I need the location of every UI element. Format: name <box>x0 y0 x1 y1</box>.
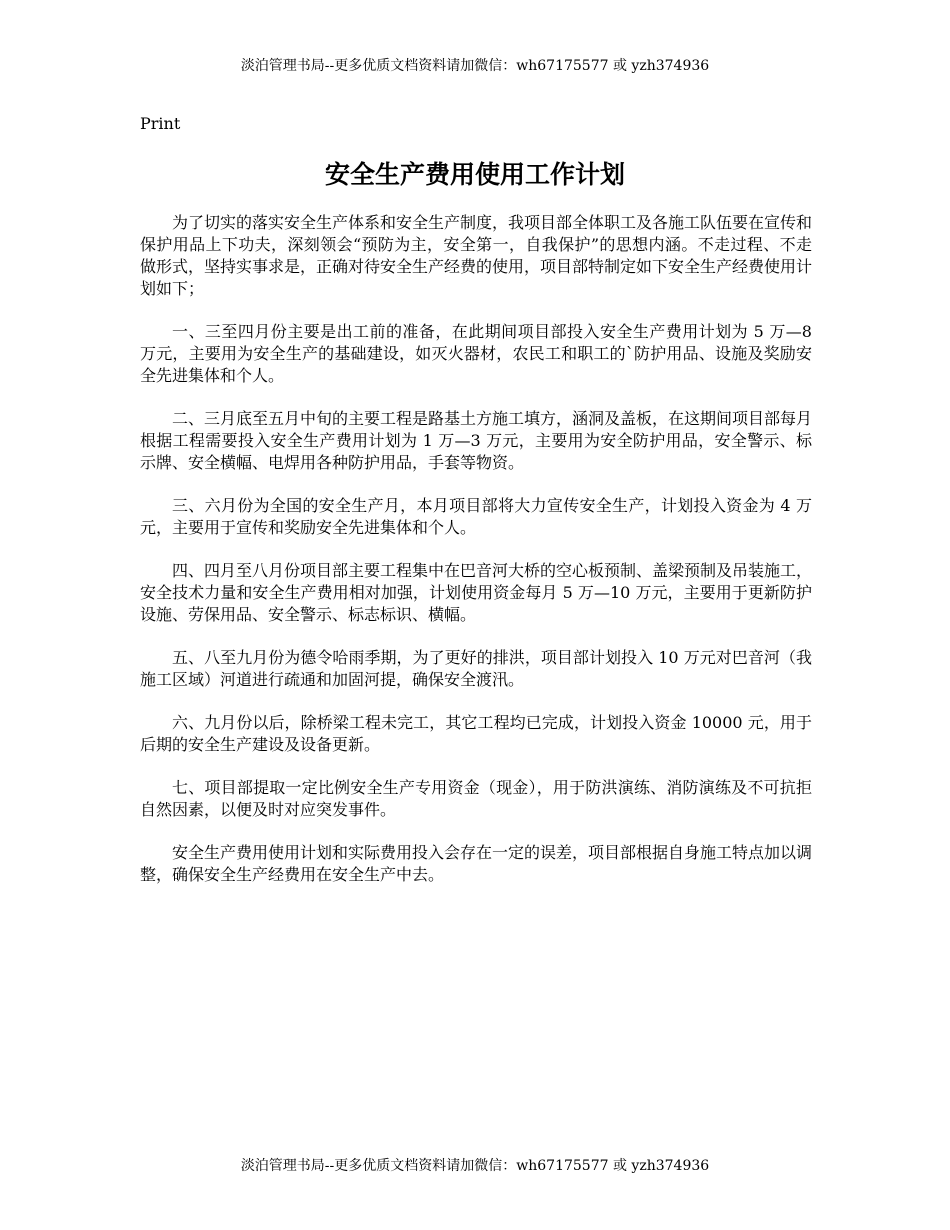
document-title: 安全生产费用使用工作计划 <box>324 160 625 189</box>
paragraph-item-7: 七、项目部提取一定比例安全生产专用资金（现金），用于防洪演练、消防演练及不可抗拒自然因素，以便及时对应突发事件。 <box>140 778 812 819</box>
paragraph-item-3: 三、六月份为全国的安全生产月，本月项目部将大力宣传安全生产，计划投入资金为 4 万元，主要用于宣传和奖励安全先进集体和个人。 <box>140 496 812 537</box>
print-label: Print <box>140 114 181 133</box>
paragraph-intro: 为了切实的落实安全生产体系和安全生产制度，我项目部全体职工及各施工队伍要在宣传和保护用品上下功夫，深刻领会“预防为主，安全第一，自我保护”的思想内涵。不走过程、不走做形式，坚持实事求是，正确对待安全生产经费的使用，项目部特制定如下安全生产经费使用计划如下； <box>140 213 813 298</box>
paragraph-item-4: 四、四月至八月份项目部主要工程集中在巴音河大桥的空心板预制、盖梁预制及吊装施工，安全技术力量和安全生产费用相对加强，计划使用资金每月 5 万—10 万元，主要用于更新防护设施、劳保用品、安全警示、标志标识、横幅。 <box>140 561 813 624</box>
paragraph-item-5: 五、八至九月份为德令哈雨季期，为了更好的排洪，项目部计划投入 10 万元对巴音河（我施工区域）河道进行疏通和加固河提，确保安全渡汛。 <box>140 648 812 689</box>
document-body <box>140 212 812 907</box>
page-header-note: 淡泊管理书局--更多优质文档资料请加微信：wh67175577 或 yzh374936 <box>240 58 710 74</box>
paragraph-conclusion: 安全生产费用使用计划和实际费用投入会存在一定的误差，项目部根据自身施工特点加以调整，确保安全生产经费用在安全生产中去。 <box>140 843 813 884</box>
paragraph-item-1: 一、三至四月份主要是出工前的准备，在此期间项目部投入安全生产费用计划为 5 万—8 万元，主要用为安全生产的基础建设，如灭火器材，农民工和职工的`防护用品、设施及奖励安全先进集体和个人。 <box>140 322 812 385</box>
page-footer-note: 淡泊管理书局--更多优质文档资料请加微信：wh67175577 或 yzh374936 <box>240 1158 710 1174</box>
paragraph-item-2: 二、三月底至五月中旬的主要工程是路基土方施工填方，涵洞及盖板，在这期间项目部每月根据工程需要投入安全生产费用计划为 1 万—3 万元，主要用为安全防护用品，安全警示、标示牌、安全横幅、电焊用各种防护用品，手套等物资。 <box>140 409 813 472</box>
paragraph-item-6: 六、九月份以后，除桥梁工程未完工，其它工程均已完成，计划投入资金 10000 元，用于后期的安全生产建设及设备更新。 <box>140 713 812 754</box>
